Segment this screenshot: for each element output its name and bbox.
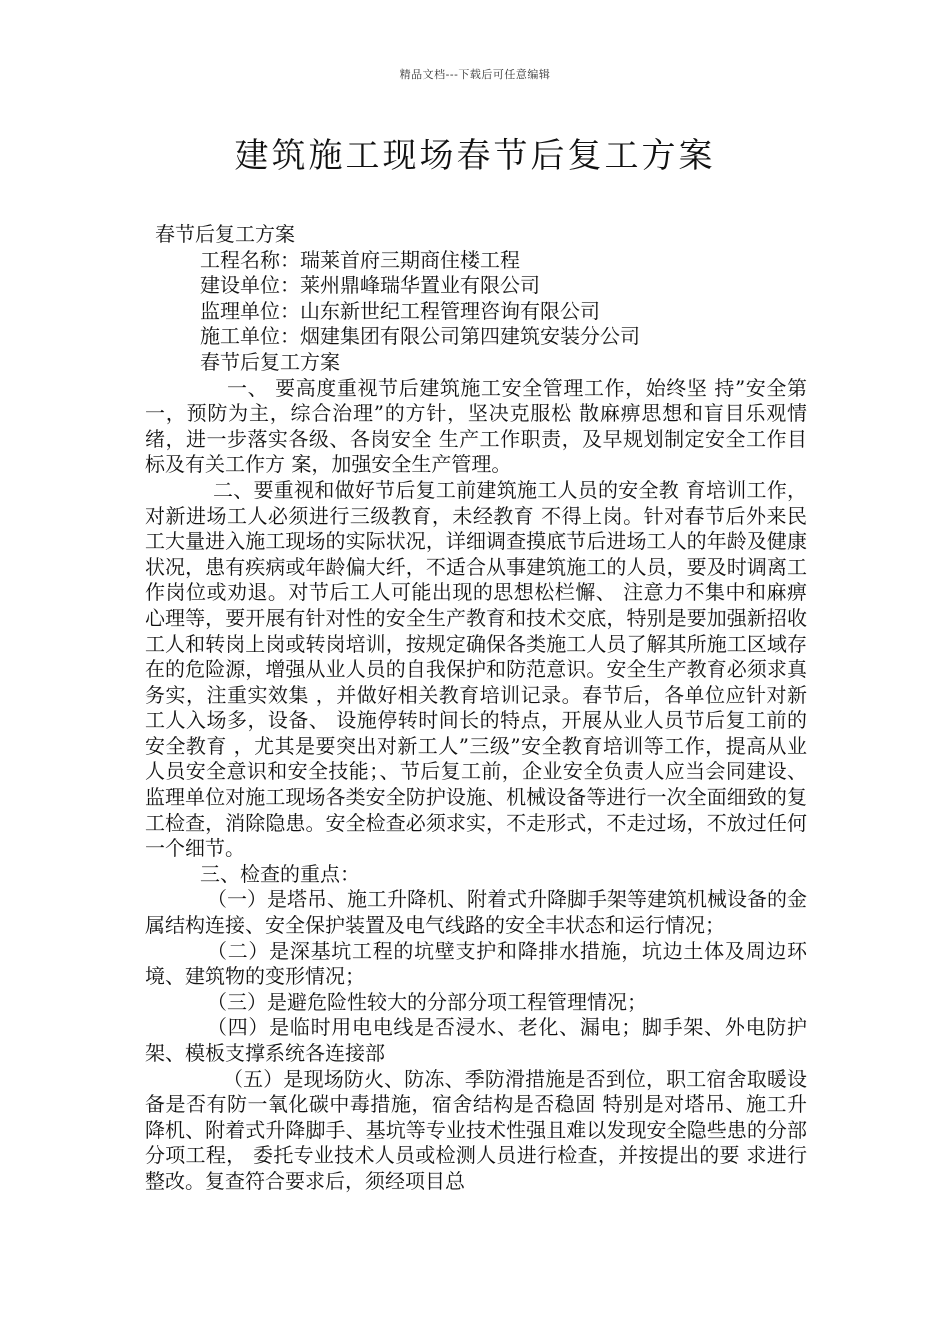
project-name: 工程名称：瑞莱首府三期商住楼工程: [200, 247, 520, 272]
check-item-5: （五）是现场防火、防冻、季防滑措施是否到位，职工宿舍取暖设备是否有防一氧化碳中毒措施，宿舍结构是否稳固 特别是对塔吊、施工升降机、附着式升降脚手、基坑等专业技术性强且难以发现安全隐些患的分部分项工程， 委托专业技术人员或检测人员进行检查，并按提出的要 求进行整改。复查符合要求后，须经项目总: [145, 1066, 807, 1193]
contractor-unit: 施工单位：烟建集团有限公司第四建筑安装分公司: [200, 324, 640, 349]
document-body: [145, 222, 807, 1195]
supervisor-unit: 监理单位：山东新世纪工程管理咨询有限公司: [200, 298, 600, 323]
check-item-1: （一）是塔吊、施工升降机、附着式升降脚手架等建筑机械设备的金属结构连接、安全保护装置及电气线路的安全丰状态和运行情况；: [145, 887, 807, 938]
intro-subheading: 春节后复工方案: [200, 349, 340, 374]
header-note: 精品文档---下载后可任意编辑: [399, 68, 551, 81]
intro-heading: 春节后复工方案: [155, 222, 295, 246]
check-item-2: （二）是深基坑工程的坑壁支护和降排水措施，坑边土体及周边环境、建筑物的变形情况；: [145, 938, 807, 989]
document-title: 建筑施工现场春节后复工方案: [234, 136, 716, 176]
check-item-4: （四）是临时用电电线是否浸水、老化、漏电；脚手架、外电防护架、模板支撑系统各连接部: [145, 1015, 807, 1065]
check-item-3: （三）是避危险性较大的分部分项工程管理情况；: [207, 989, 647, 1014]
section-2-paragraph: 二、要重视和做好节后复工前建筑施工人员的安全教 育培训工作，对新进场工人必须进行三级教育，未经教育 不得上岗。针对春节后外来民工大量进入施工现场的实际状况，详细调查摸底节后进场工人的年龄及健康状况，患有疾病或年龄偏大纤，不适合从事建筑施工的人员，要及时调离工作岗位或劝退。对节后工人可能出现的思想松栏懈、 注意力不集中和麻痹心理等，要开展有针对性的安全生产教育和技术交底，特别是要加强新招收工人和转岗上岗或转岗培训，按规定确保各类施工人员了解其所施工区域存在的危险源，增强从业人员的自我保护和防范意识。安全生产教育必须求真务实，注重实效集 ，并做好相关教育培训记录。春节后，各单位应针对新工人入场多，设备、 设施停转时间长的特点，开展从业人员节后复工前的安全教育 ，尤其是要突出对新工人”三级”安全教育培训等工作，提高从业人员安全意识和安全技能；、节后复工前，企业安全负责人应当会同建设、监理单位对施工现场各类安全防护设施、机械设备等进行一次全面细致的复工检查，消除隐患。安全检查必须求实，不走形式，不走过场，不放过任何一个细节。: [145, 477, 807, 861]
section-1-paragraph: 一、 要高度重视节后建筑施工安全管理工作，始终坚 持”安全第一，预防为主，综合治理”的方针，坚决克服松 散麻痹思想和盲目乐观情绪，进一步落实各级、各岗安全 生产工作职责，及早规划制定安全工作目标及有关工作方 案，加强安全生产管理。: [145, 375, 807, 477]
client-unit: 建设单位：莱州鼎峰瑞华置业有限公司: [200, 273, 540, 298]
section-3-heading: 三、检查的重点：: [200, 861, 360, 886]
